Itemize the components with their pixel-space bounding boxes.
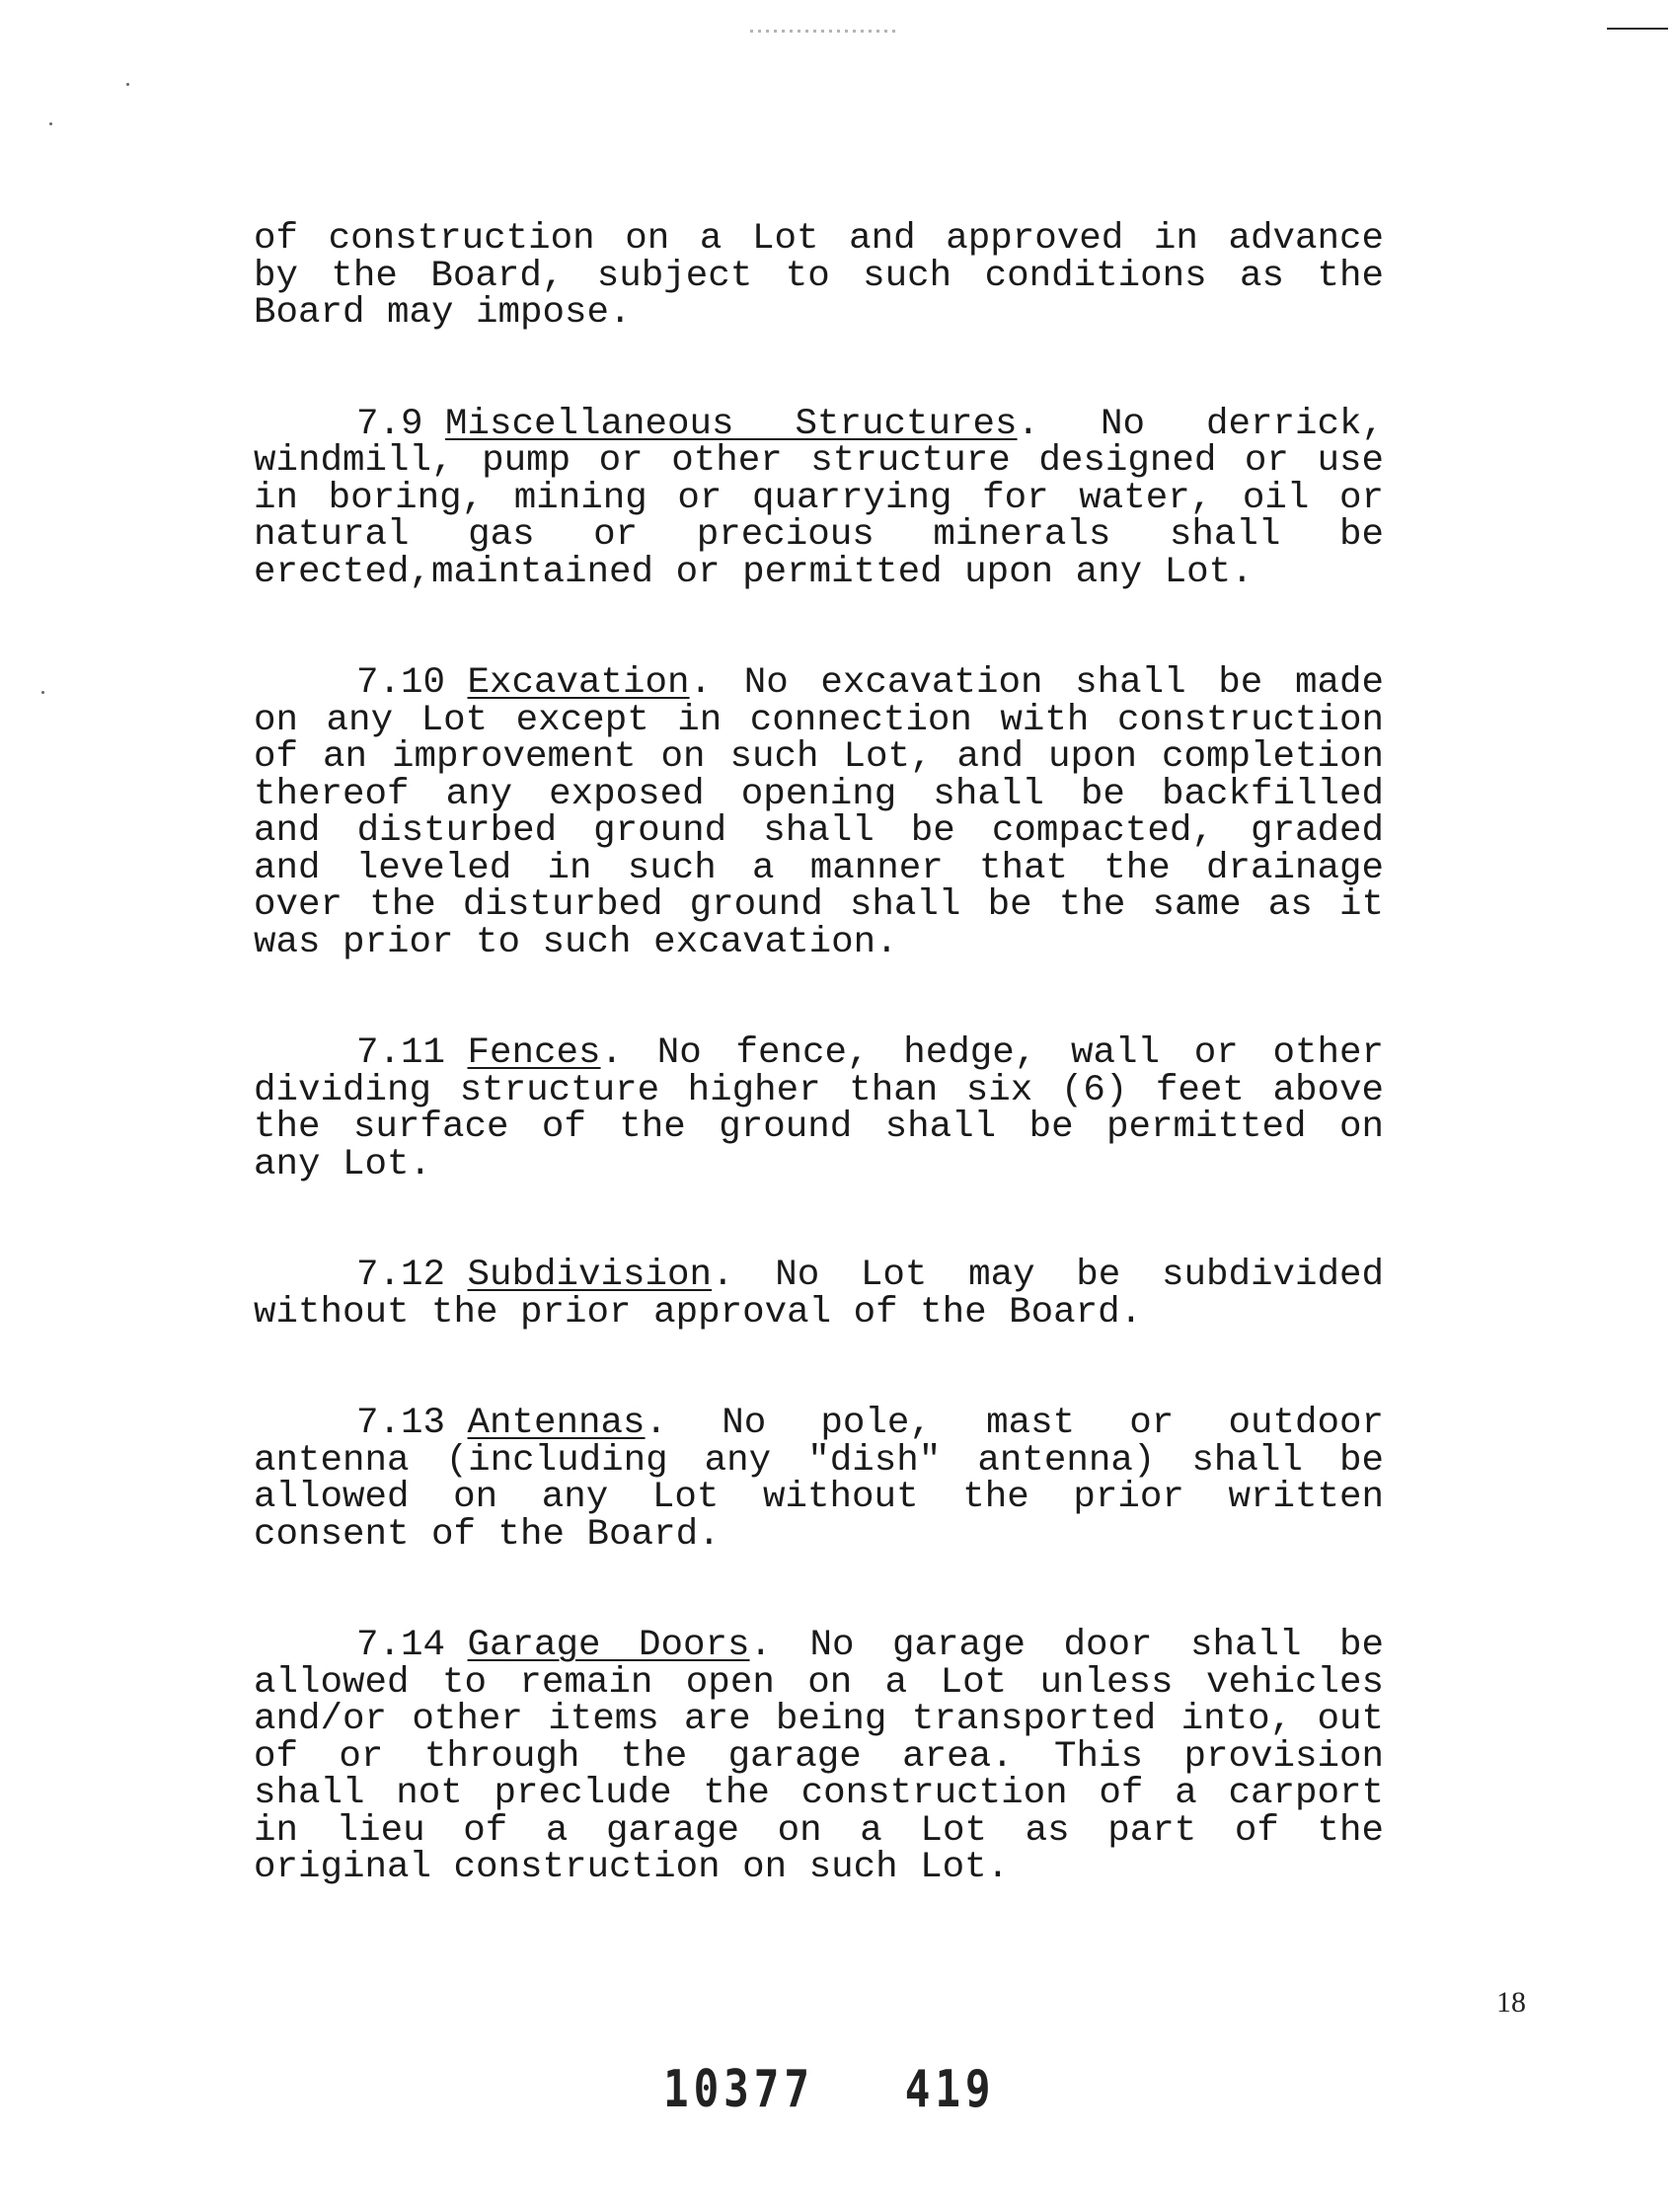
scan-speck [41,691,44,694]
scan-speck [49,122,52,125]
section-7-14 [254,1625,1385,1888]
scan-artifact [750,30,898,33]
recording-stamp: 10377 419 [663,2060,996,2119]
section-7-10 [254,662,1384,963]
section-text: . No garage door shall be allowed to remain open on a Lot unless vehicles and/or other items are being transported into, out of or through the garage area. This provision shall not preclude the construction of a carport in lieu of a garage on a Lot as part of the original construction on such Lot. [254,1625,1385,1888]
section-7-13 [254,1403,1384,1556]
section-text: . No Lot may be subdivided without the prior approval of the Board. [254,1255,1384,1334]
section-heading: Excavation [467,662,690,704]
scan-speck [126,83,129,86]
section-heading: Fences [467,1032,601,1074]
section-7-11 [254,1032,1384,1185]
section-text: . No fence, hedge, wall or other dividing structure higher than six (6) feet above the surface of the ground shall be permitted on any Lot. [254,1032,1384,1185]
paragraph-text: of construction on a Lot and approved in advance by the Board, subject to such conditions as the Board may impose. [254,218,1384,334]
section-text: . No derrick, windmill, pump or other structure designed or use in boring, mining or quarrying for water, oil or natural gas or precious minerals shall be erected,maintained or permitted upon any Lot. [254,403,1384,593]
top-rule [1607,28,1668,30]
section-heading: Subdivision [467,1255,713,1296]
section-number: 7.10 [356,662,446,704]
paragraph-continuation [254,218,1384,334]
section-7-12 [254,1255,1384,1334]
section-number: 7.9 [356,403,423,445]
section-heading: Garage Doors [467,1625,750,1666]
section-heading: Antennas [467,1403,646,1444]
section-number: 7.11 [356,1032,446,1074]
section-text: . No excavation shall be made on any Lot except in connection with construction of an improvement on such Lot, and upon completion thereof any exposed opening shall be backfilled and disturbed ground shall be compacted, graded and leveled in such a manner that the drainage over the disturbed ground shall be the same as it was prior to such excavation. [254,662,1384,963]
section-number: 7.13 [356,1403,446,1444]
section-number: 7.14 [356,1625,446,1666]
section-text: . No pole, mast or outdoor antenna (including any "dish" antenna) shall be allowed on any Lot without the prior written consent of the Board. [254,1403,1384,1556]
section-heading: Miscellaneous Structures [445,403,1018,445]
section-7-9 [254,403,1384,593]
page-number: 18 [1496,1986,1526,2019]
section-number: 7.12 [356,1255,446,1296]
document-body [254,218,1385,1961]
